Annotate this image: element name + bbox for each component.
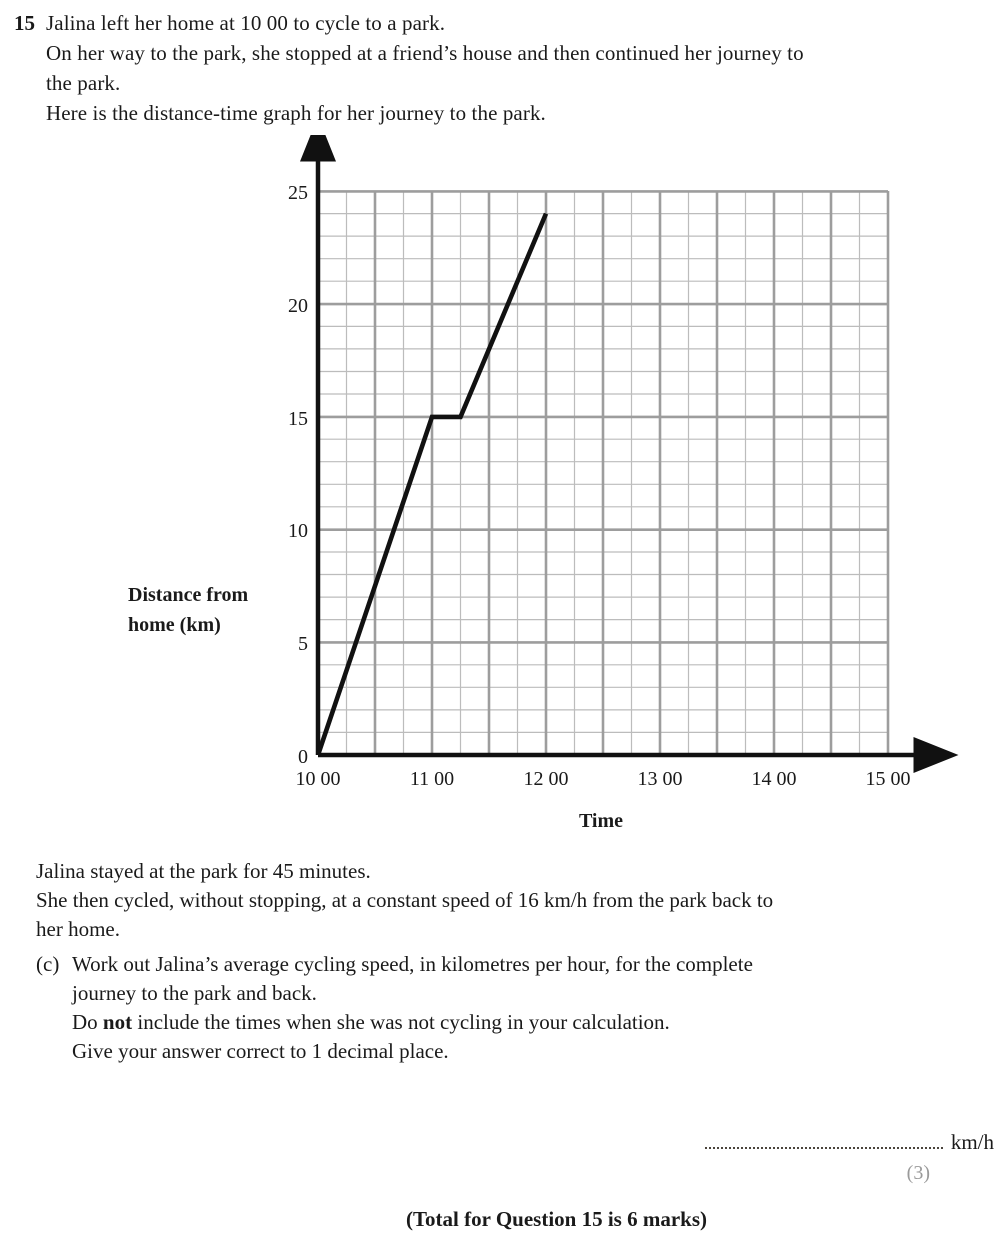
- y-tick-25: 25: [288, 182, 308, 204]
- x-axis-title: Time: [578, 810, 624, 832]
- part-c-line-4: Give your answer correct to 1 decimal place.: [72, 1039, 449, 1063]
- x-tick-1300: 13 00: [637, 768, 683, 790]
- answer-row: [0, 1130, 1008, 1155]
- x-tick-1100: 11 00: [409, 768, 455, 790]
- graph-canvas: [0, 135, 1008, 805]
- y-tick-0: 0: [298, 746, 308, 768]
- stem-line-2: On her way to the park, she stopped at a friend’s house and then continued her journey to: [46, 41, 804, 65]
- part-c-body: [72, 950, 753, 1066]
- distance-time-graph: [0, 135, 1008, 845]
- x-tick-1500: 15 00: [865, 768, 911, 790]
- x-tick-1400: 14 00: [751, 768, 797, 790]
- part-c-line-1: Work out Jalina’s average cycling speed, in kilometres per hour, for the complete: [72, 952, 753, 976]
- part-c-label: (c): [36, 952, 60, 976]
- x-tick-labels: [296, 768, 911, 790]
- part-c-marks: (3): [906, 1162, 930, 1184]
- part-c-emphasis-not: not: [102, 1010, 133, 1034]
- question-stem: [14, 8, 974, 128]
- post-graph-prose: [36, 857, 976, 944]
- x-tick-1000: 10 00: [295, 768, 341, 790]
- x-tick-1200: 12 00: [523, 768, 569, 790]
- prose-line-3: her home.: [36, 917, 120, 941]
- stem-line-4: Here is the distance-time graph for her journey to the park.: [46, 101, 546, 125]
- answer-unit: km/h: [950, 1130, 994, 1154]
- part-c-line-2: journey to the park and back.: [72, 981, 317, 1005]
- total-marks: (Total for Question 15 is 6 marks): [405, 1207, 707, 1231]
- y-tick-20: 20: [288, 295, 308, 317]
- part-c-line-3-post: include the times when she was not cycling in your calculation.: [132, 1010, 670, 1034]
- y-tick-10: 10: [288, 520, 308, 542]
- answer-input-line[interactable]: [705, 1133, 943, 1149]
- y-tick-15: 15: [288, 408, 308, 430]
- question-number: 15: [14, 11, 35, 35]
- part-c-line-3: [72, 1008, 753, 1037]
- question-part-c: [36, 950, 976, 1066]
- y-tick-5: 5: [298, 633, 308, 655]
- y-axis-title-line-1: Distance from: [128, 584, 249, 606]
- y-axis-title-line-2: home (km): [128, 614, 221, 636]
- y-tick-labels: [288, 182, 308, 768]
- part-c-line-3-pre: Do: [72, 1010, 103, 1034]
- prose-line-2: She then cycled, without stopping, at a constant speed of 16 km/h from the park back to: [36, 888, 774, 912]
- stem-line-1: Jalina left her home at 10 00 to cycle to a park.: [46, 11, 446, 35]
- prose-line-1: Jalina stayed at the park for 45 minutes.: [36, 859, 371, 883]
- stem-line-3: the park.: [46, 71, 121, 95]
- question-stem-lines: [46, 8, 974, 128]
